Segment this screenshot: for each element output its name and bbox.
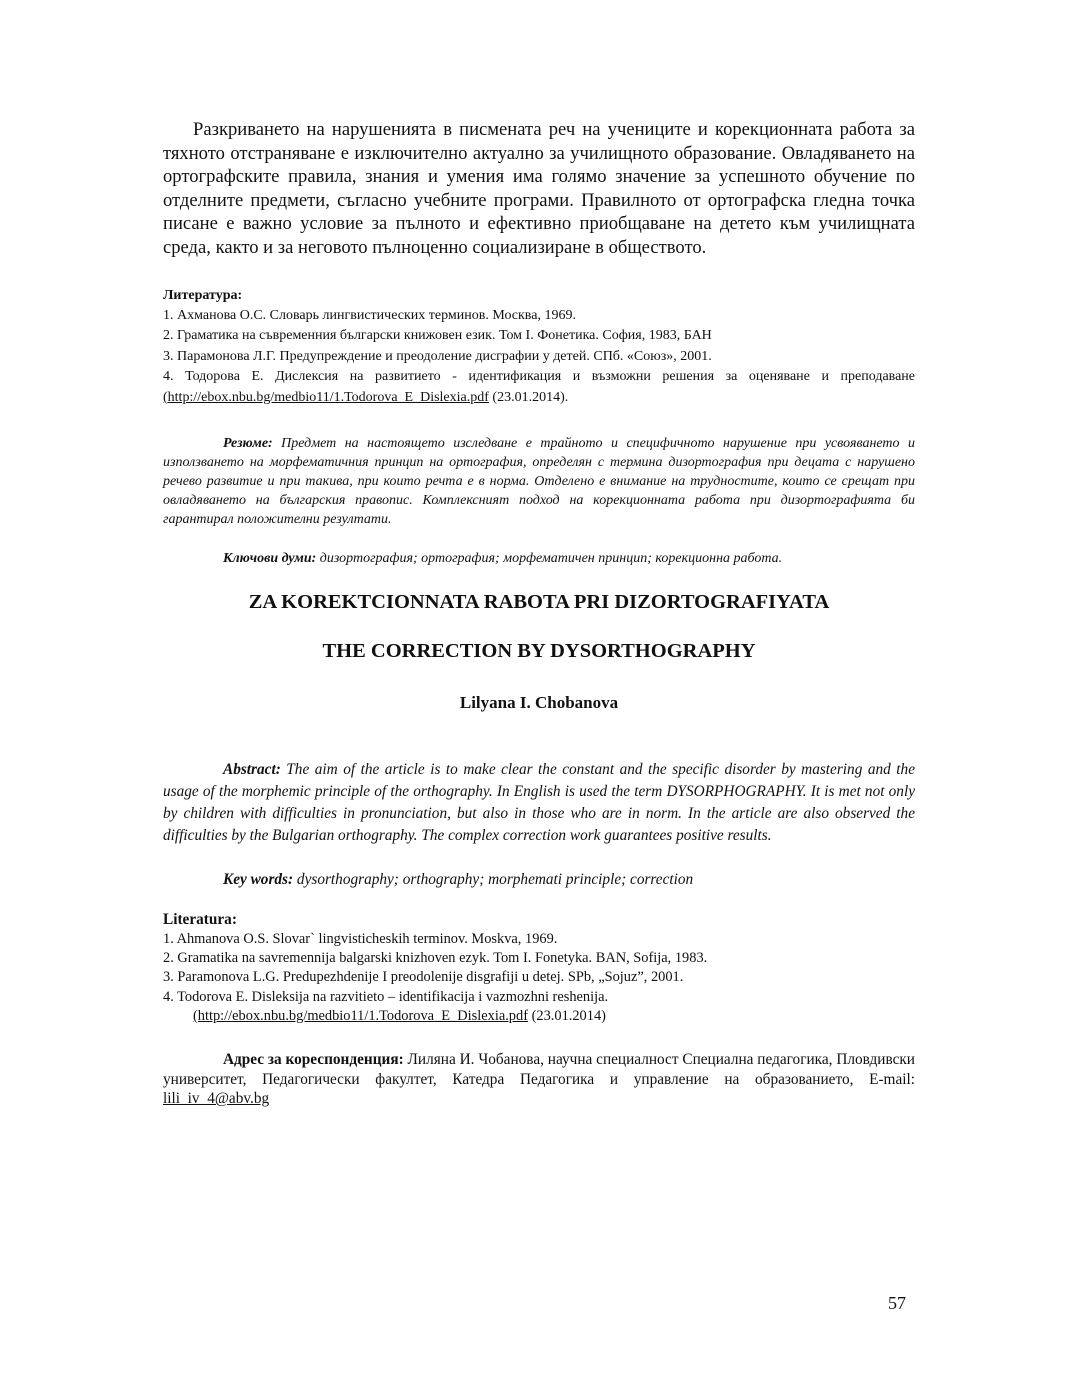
keywords-en [163,870,915,890]
list-item: 1. Ахманова О.С. Словарь лингвистических терминов. Москва, 1969. [163,307,576,323]
literature-bg-list [163,306,915,409]
correspondence-paragraph [163,1050,915,1109]
list-item-url [163,1007,915,1026]
keywords-bg [163,549,915,569]
list-item: 2. Граматика на съвременния български книжовен език. Том I. Фонетика. София, 1983, БАН [163,328,712,344]
abstract-en-label: Abstract: [223,761,281,779]
page-number: 57 [888,1293,906,1313]
literature-en-heading: Literatura: [163,911,237,929]
intro-paragraph: Разкриването на нарушенията в писмената реч на учениците и корекционната работа за тяхното отстраняване е изключително актуално за училищното образование. Овладяването на ортографските правила, знания и умения има голямо значение за успешното обучение по отделните предмети, съгласно учебните програми. Правилното от ортографска гледна точка писане е важно условие за пълното и ефективно приобщаване на детето към училищната среда, както и за неговото пълноценно социализиране в обществото. [163,119,915,258]
reference-text: 4. Тодорова Е. Дислексия на развитието - идентификация и възможни решения за оценяване и преподаване [163,369,915,385]
list-item: 3. Парамонова Л.Г. Предупреждение и преодоление дисграфии у детей. СПб. «Союз», 2001. [163,348,712,364]
literature-bg-heading: Литература: [163,287,243,303]
keywords-bg-label: Ключови думи: [223,551,317,567]
abstract-en-text: The aim of the article is to make clear the constant and the specific disorder by mastering and the usage of the morphemic principle of the orthography. In English is used the term DYSORPHOGRAPHY. It is met not only by children with difficulties in pronunciation, but also in those who are in norm. In the article are also observed the difficulties by the Bulgarian orthography. The complex correction work guarantees positive results. [163,761,915,845]
literature-en-list [163,930,915,1026]
reference-date-en: (23.01.2014) [528,1007,606,1024]
resume-label: Резюме: [223,436,273,452]
reference-link[interactable]: (http://ebox.nbu.bg/medbio11/1.Todorova_E_Dislexia.pdf [163,389,489,405]
title-translit: ZA KOREKTCIONNATA RABOTA PRI DIZORTOGRAFIYATA [248,591,830,614]
page-body [163,118,915,1124]
author-name: Lilyana I. Chobanova [459,693,619,713]
list-item: 2. Gramatika na savremennija balgarski knizhoven ezyk. Tom I. Fonetyka. BAN, Sofija, 1983. [163,950,708,967]
resume-text: Предмет на настоящето изследване е трайното и специфичното нарушение при усвояването и използването на морфематичния принцип на ортография, определян с термина дизортография при децата с нарушено речево развитие и при такива, при които речта е в норма. Отделено е внимание на трудностите, които се срещат при овладяването на българския правопис. Комплексният подход на корекционната работа при дизортографията би гарантирал положителни резултати. [163,436,915,528]
keywords-bg-text: дизортография; ортография; морфематичен принцип; корекционна работа. [316,551,783,567]
keywords-en-text: dysorthography; orthography; morphemati principle; correction [293,871,694,889]
keywords-en-label: Key words: [223,871,294,889]
list-item [163,367,915,408]
resume-paragraph [163,434,915,529]
title-english: THE CORRECTION BY DYSORTHOGRAPHY [322,640,756,663]
correspondence-text: Лиляна И. Чобанова, научна специалност Специална педагогика, Пловдивски университет, Педагогически факултет, Катедра Педагогика и управление на образованието, E-mail: [163,1051,915,1088]
abstract-en-paragraph [163,759,915,847]
list-item: 1. Ahmanova O.S. Slovar` lingvisticheskih terminov. Moskva, 1969. [163,931,558,948]
correspondence-label: Адрес за кореспонденция: [223,1051,404,1069]
reference-date: (23.01.2014). [488,389,569,405]
list-item: 3. Paramonova L.G. Predupezhdenije I preodolenije disgrafiji u detej. SPb, „Sojuz”, 2001. [163,969,684,986]
reference-link-en[interactable]: (http://ebox.nbu.bg/medbio11/1.Todorova_E_Dislexia.pdf [193,1007,528,1024]
list-item: 4. Todorova E. Disleksija na razvitieto – identifikacija i vazmozhni reshenija. [163,988,609,1005]
email-link[interactable]: lili_iv_4@abv.bg [163,1090,270,1108]
